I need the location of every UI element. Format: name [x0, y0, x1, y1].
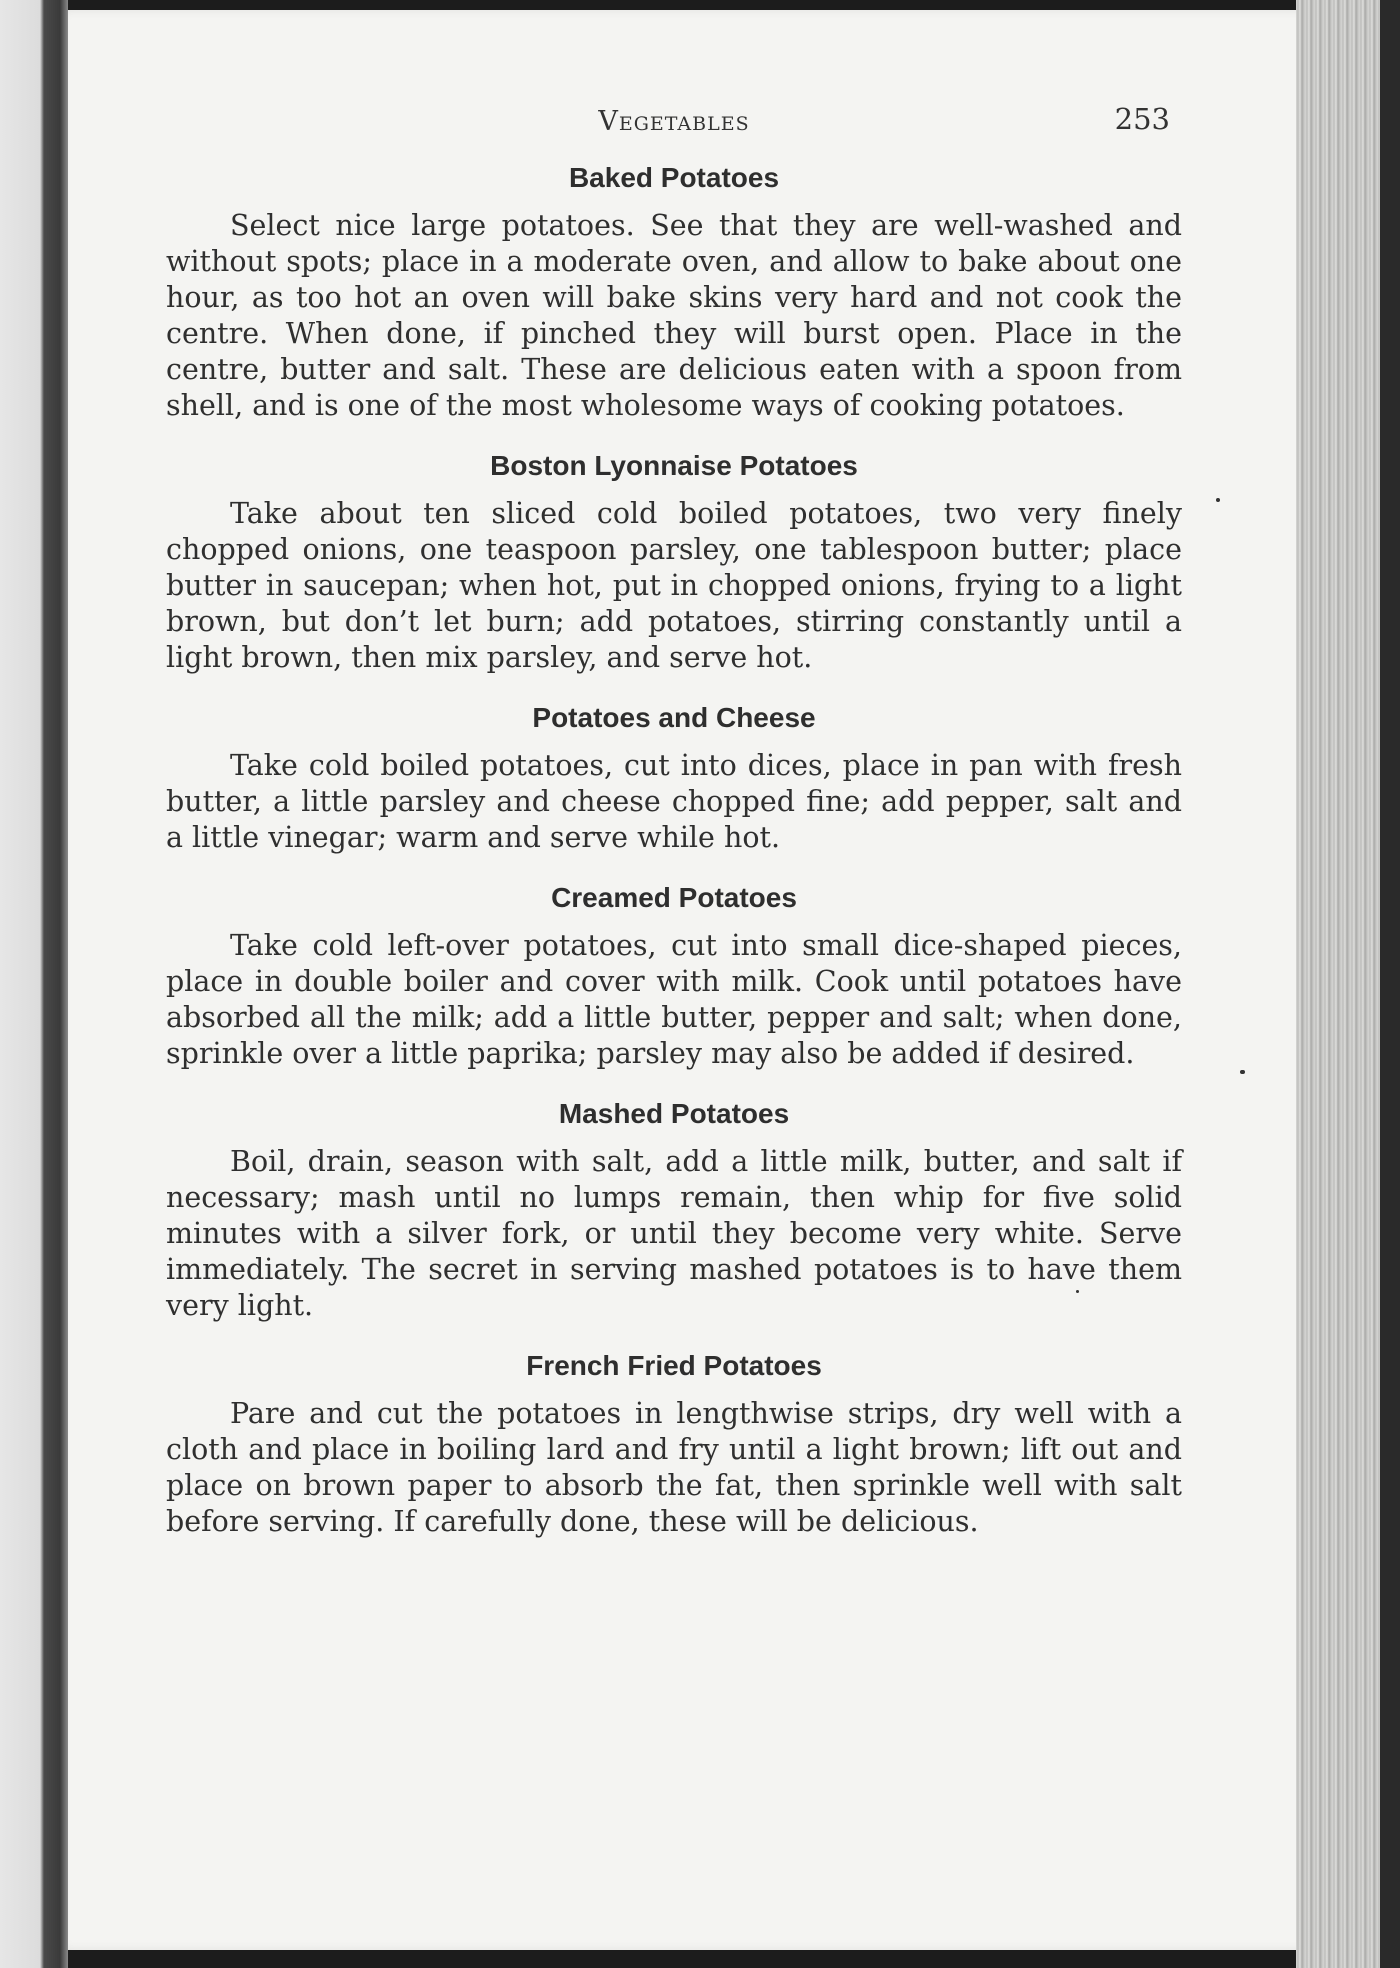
recipe-title: Boston Lyonnaise Potatoes — [490, 450, 858, 481]
recipe-body: Pare and cut the potatoes in lengthwise strips, dry well with a cloth and place in boiling lard and fry until a light brown; lift out and place on brown paper to absorb the fat, then sprinkle well with salt before serving. If carefully done, these will be delicious. — [166, 1397, 1182, 1538]
recipe-title: Mashed Potatoes — [558, 1098, 790, 1129]
recipe-body: Select nice large potatoes. See that they are well-washed and without spots; place in a moderate oven, and allow to bake about one hour, as too hot an oven will bake skins very hard and not cook the centre. When done, if pinched they will burst open. Place in the centre, butter and salt. These are delicious eaten with a spoon from shell, and is one of the most wholesome ways of cooking potatoes. — [166, 209, 1182, 422]
recipe-french-fried-potatoes — [166, 1350, 1182, 1540]
binding-shadow — [1380, 0, 1400, 1968]
paper-speck — [1216, 498, 1220, 502]
running-head: Vegetables — [598, 106, 750, 137]
recipe-title: French Fried Potatoes — [526, 1350, 822, 1381]
recipe-potatoes-and-cheese — [166, 702, 1182, 856]
recipe-baked-potatoes — [166, 162, 1182, 424]
recipe-title: Creamed Potatoes — [551, 882, 797, 913]
recipe-title: Potatoes and Cheese — [532, 702, 816, 733]
recipe-body: Take about ten sliced cold boiled potatoes, two very finely chopped onions, one teaspoon parsley, one tablespoon butter; place butter in saucepan; when hot, put in chopped onions, frying to a light brown, but don’t let burn; add potatoes, stirring constantly until a light brown, then mix parsley, and serve hot. — [166, 497, 1182, 674]
recipe-creamed-potatoes — [166, 882, 1182, 1072]
left-page-edge — [0, 0, 68, 1968]
recipe-title: Baked Potatoes — [568, 162, 780, 193]
recipe-body: Take cold left-over potatoes, cut into small dice-shaped pieces, place in double boiler and cover with milk. Cook until potatoes have absorbed all the milk; add a little butter, pepper and salt; when done, sprinkle over a little paprika; parsley may also be added if desired. — [166, 929, 1182, 1070]
page-header — [166, 100, 1182, 152]
paper-speck — [1240, 1070, 1245, 1074]
recipe-boston-lyonnaise-potatoes — [166, 450, 1182, 676]
page-content — [166, 100, 1182, 1566]
page-number: 253 — [1114, 102, 1170, 136]
recipe-body: Boil, drain, season with salt, add a little milk, butter, and salt if necessary; mash until no lumps remain, then whip for five solid minutes with a silver fork, or until they become very white. Serve immediately. The secret in serving mashed potatoes is to have them very light. — [166, 1145, 1182, 1322]
recipe-mashed-potatoes — [166, 1098, 1182, 1324]
recipe-body: Take cold boiled potatoes, cut into dices, place in pan with fresh butter, a little parsley and cheese chopped fine; add pepper, salt and a little vinegar; warm and serve while hot. — [166, 749, 1182, 854]
